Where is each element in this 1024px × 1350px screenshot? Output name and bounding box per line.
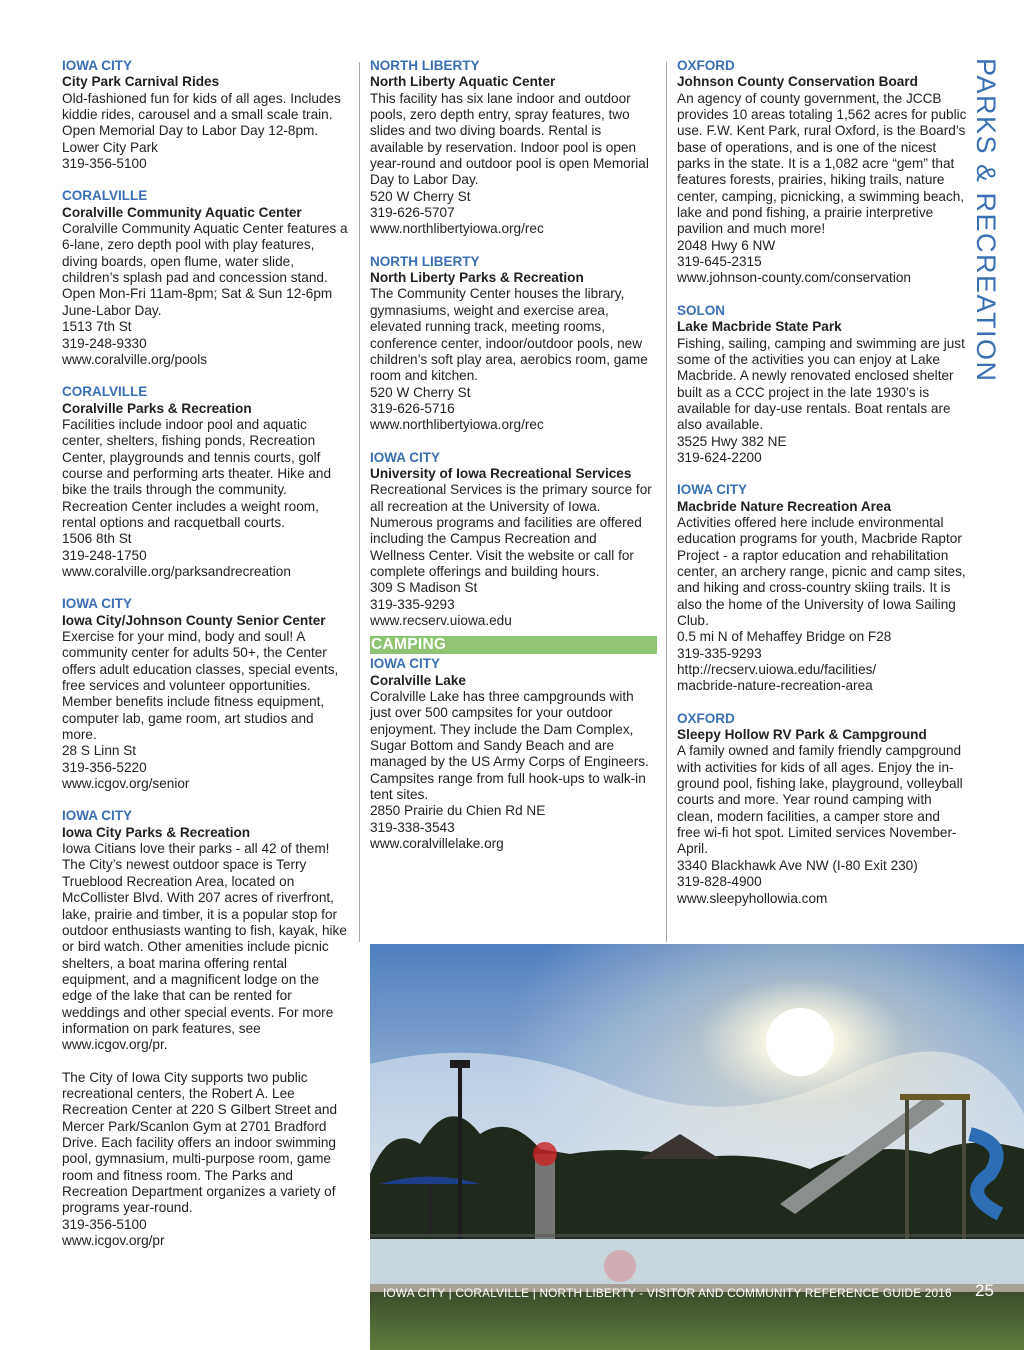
listing-city: OXFORD [677, 710, 735, 726]
listing-north-liberty-aquatic-center [370, 58, 654, 238]
listing-name: Lake Macbride State Park [677, 319, 842, 335]
listing-phone: 319-248-9330 [62, 335, 147, 351]
column-right [677, 58, 967, 923]
listing-city: IOWA CITY [370, 449, 440, 465]
slide-tower-leg [962, 1100, 966, 1240]
listing-description: A family owned and family friendly campground with activities for kids of all ages. Enjoy the in-ground pool, fishing lake, playground, volleyball courts and more. Year round camping with clean, modern facilities, a camper store and free wi-fi hot spot. Limited services November-April. [677, 743, 963, 857]
listing-name: Iowa City/Johnson County Senior Center [62, 612, 326, 628]
listing-description: The Community Center houses the library, gymnasiums, weight and exercise area, elevated running track, meeting rooms, conference center, indoor/outdoor pools, new children’s soft play area, aerobics room, game room and kitchen. [370, 286, 648, 384]
listing-name: Iowa City Parks & Recreation [62, 824, 251, 840]
listing-address: Lower City Park [62, 139, 158, 155]
listing-address: 0.5 mi N of Mehaffey Bridge on F28 [677, 629, 892, 645]
listing-city: IOWA CITY [370, 656, 440, 672]
camping-section-heading: CAMPING [370, 636, 657, 654]
listing-description: Iowa Citians love their parks - all 42 of them! The City’s newest outdoor space is Terry Trueblood Recreation Area, located on McCollister Blvd. With 207 acres of riverfront, lake, prairie and timber, it is a popular stop for outdoor enthusiasts wanting to fish, kayak, hike or bird watch. Other amenities include picnic shelters, a boat marina offering rental equipment, and a magnificent lodge on the edge of the lake that can be rented for weddings and other special events. For more information on park features, see www.icgov.org/pr. [62, 841, 347, 1053]
listing-phone: 319-335-9293 [370, 596, 455, 612]
listing-description: An agency of county government, the JCCB provides 10 areas totaling 1,562 acres for public use. F.W. Kent Park, rural Oxford, is the Board’s base of operations, and is one of the nicest parks in the state. It is a 1,082 acre “gem” that features forests, prairies, hiking trails, nature center, camping, picnicking, a swimming beach, lake and pond fishing, a prairie interpretive pavilion and much more! [677, 90, 967, 237]
listing-description: Recreational Services is the primary source for all recreation at the University of Iowa. Numerous programs and facilities are offered including the Campus Recreation and Wellness Center. Visit the website or call for complete offerings and building hours. [370, 482, 652, 579]
listing-phone: 319-338-3543 [370, 819, 455, 835]
listing-city-park-carnival-rides [62, 58, 348, 172]
listing-johnson-county-conservation [677, 58, 967, 287]
column-divider [666, 62, 667, 942]
listing-name: Coralville Lake [370, 672, 466, 688]
listing-website[interactable]: www.icgov.org/senior [62, 776, 190, 792]
listing-north-liberty-parks-recreation [370, 254, 654, 434]
listing-description: Coralville Lake has three campgrounds with just over 500 campsites for your outdoor enjoyment. They include the Dam Complex, Sugar Bottom and Sandy Beach and are managed by the US Army Corps of Engineers. Campsites range from full hook-ups to walk-in tent sites. [370, 689, 649, 803]
listing-coralville-lake [370, 656, 654, 852]
listing-website[interactable]: www.icgov.org/pr [62, 1233, 165, 1249]
listing-coralville-aquatic-center [62, 188, 348, 368]
listing-description: Old-fashioned fun for kids of all ages. Includes kiddie rides, carousel and a small scale train. Open Memorial Day to Labor Day 12-8pm. [62, 90, 341, 139]
listing-website[interactable]: www.coralville.org/pools [62, 351, 208, 367]
light-fixture [450, 1060, 470, 1068]
listing-phone: 319-624-2200 [677, 449, 762, 465]
listing-macbride-nature-recreation-area [677, 482, 967, 694]
listing-name: Coralville Community Aquatic Center [62, 204, 302, 220]
listing-city: IOWA CITY [62, 808, 132, 824]
listing-website[interactable]: www.sleepyhollowia.com [677, 890, 828, 906]
listing-address: 1513 7th St [62, 319, 132, 335]
listing-senior-center [62, 596, 348, 792]
listing-name: Johnson County Conservation Board [677, 74, 918, 90]
column-divider [359, 62, 360, 942]
listing-address: 1506 8th St [62, 531, 132, 547]
listing-city: IOWA CITY [62, 596, 132, 612]
listing-description: Coralville Community Aquatic Center features a 6-lane, zero depth pool with play features, diving boards, open flume, water slide, children’s splash pad and concession stand. Open Mon-Fri 11am-8pm; Sat & Sun 12-6pm June-Labor Day. [62, 221, 348, 318]
listing-phone: 319-626-5707 [370, 205, 455, 221]
page-number: 25 [975, 1281, 994, 1300]
slide-platform [900, 1094, 970, 1100]
pool-water [370, 1239, 1024, 1289]
light-pole [458, 1064, 462, 1244]
listing-website[interactable]: www.coralvillelake.org [370, 836, 504, 852]
lens-flare [604, 1250, 636, 1282]
column-left [62, 58, 348, 1265]
listing-phone: 319-645-2315 [677, 254, 762, 270]
listing-address: 3340 Blackhawk Ave NW (I-80 Exit 230) [677, 857, 918, 873]
listing-phone: 319-356-5100 [62, 156, 147, 172]
listing-address: 2850 Prairie du Chien Rd NE [370, 803, 546, 819]
listing-website[interactable]: www.northlibertyiowa.org/rec [370, 221, 544, 237]
pool-fence [370, 1234, 1024, 1237]
listing-address: 28 S Linn St [62, 743, 137, 759]
listing-city: CORALVILLE [62, 384, 148, 400]
listing-phone: 319-335-9293 [677, 645, 762, 661]
listing-description: Exercise for your mind, body and soul! A community center for adults 50+, the Center offers adult education classes, special events, free services and volunteer opportunities. Member benefits include fitness equipment, computer lab, game room, art studios and more. [62, 629, 339, 743]
splash-bucket [533, 1142, 557, 1166]
splash-feature [535, 1154, 555, 1244]
sun [766, 1008, 834, 1076]
listing-description: Activities offered here include environmental education programs for youth, Macbride Raptor Project - a raptor education and rehabilitation center, an archery range, picnic and camp sites, and hiking and cross-country skiing trails. It is also the home of the University of Iowa Sailing Club. [677, 514, 966, 628]
section-title-vertical: PARKS & RECREATION [971, 58, 1001, 383]
listing-address: 520 W Cherry St [370, 384, 471, 400]
listing-name: Coralville Parks & Recreation [62, 400, 252, 416]
listing-sleepy-hollow-rv-park [677, 711, 967, 907]
listing-coralville-parks-recreation [62, 384, 348, 580]
listing-name: North Liberty Parks & Recreation [370, 270, 584, 286]
listing-phone: 319-828-4900 [677, 874, 762, 890]
listing-website-continued[interactable]: macbride-nature-recreation-area [677, 678, 873, 694]
listing-description: Fishing, sailing, camping and swimming are just some of the activities you can enjoy at Lake Macbride. A newly renovated enclosed shelter built as a CCC project in the late 1930’s is available for day-use rentals. Boat rentals are also available. [677, 335, 965, 433]
listing-city: CORALVILLE [62, 188, 148, 204]
listing-address: 309 S Madison St [370, 580, 478, 596]
listing-name: Sleepy Hollow RV Park & Campground [677, 727, 927, 743]
listing-phone: 319-248-1750 [62, 547, 147, 563]
listing-website[interactable]: www.recserv.uiowa.edu [370, 613, 512, 628]
listing-lake-macbride-state-park [677, 303, 967, 466]
listing-city: IOWA CITY [62, 58, 132, 73]
listing-website[interactable]: www.northlibertyiowa.org/rec [370, 417, 544, 433]
umbrella-pole [428, 1184, 431, 1234]
listing-name: North Liberty Aquatic Center [370, 74, 556, 90]
listing-city: IOWA CITY [677, 482, 747, 498]
listing-name: Macbride Nature Recreation Area [677, 498, 892, 514]
listing-iowa-city-parks-recreation [62, 808, 348, 1249]
listing-city: NORTH LIBERTY [370, 253, 480, 269]
listing-description-continued: The City of Iowa City supports two public recreational centers, the Robert A. Lee Recreation Center at 220 S Gilbert Street and Mercer Park/Scanlon Gym at 2701 Bradford Drive. Each facility offers an indoor swimming pool, gymnasium, multi-purpose room, game room and fitness room. The Parks and Recreation Department organizes a variety of programs year-round. [62, 1069, 338, 1216]
listing-address: 520 W Cherry St [370, 188, 471, 204]
listing-description: Facilities include indoor pool and aquatic center, shelters, fishing ponds, Recreation Center, playgrounds and tennis courts, golf course and performing arts theater. Hike and bike the trails through the community. Recreation Center includes a weight room, rental options and racquetball courts. [62, 416, 332, 530]
slide-tower-leg [905, 1100, 909, 1240]
listing-address: 3525 Hwy 382 NE [677, 433, 787, 449]
listing-city: NORTH LIBERTY [370, 58, 480, 73]
listing-website[interactable]: www.johnson-county.com/conservation [677, 270, 911, 286]
column-middle [370, 58, 654, 868]
listing-ui-recreational-services [370, 450, 654, 630]
page-footer: IOWA CITY | CORALVILLE | NORTH LIBERTY - VISITOR AND COMMUNITY REFERENCE GUIDE 2016 [383, 1286, 952, 1300]
listing-phone: 319-356-5220 [62, 759, 147, 775]
listing-address: 2048 Hwy 6 NW [677, 237, 776, 253]
listing-city: SOLON [677, 302, 726, 318]
listing-phone: 319-626-5716 [370, 400, 455, 416]
listing-phone: 319-356-5100 [62, 1216, 147, 1232]
listing-description: This facility has six lane indoor and outdoor pools, zero depth entry, spray features, two slides and two diving boards. Rental is available by reservation. Indoor pool is open year-round and outdoor pool is open Memorial Day to Labor Day. [370, 90, 649, 188]
listing-city: OXFORD [677, 58, 735, 73]
listing-name: University of Iowa Recreational Services [370, 465, 632, 481]
listing-name: City Park Carnival Rides [62, 74, 220, 90]
listing-website[interactable]: www.coralville.org/parksandrecreation [62, 563, 291, 579]
listing-website[interactable]: http://recserv.uiowa.edu/facilities/ [677, 662, 877, 678]
